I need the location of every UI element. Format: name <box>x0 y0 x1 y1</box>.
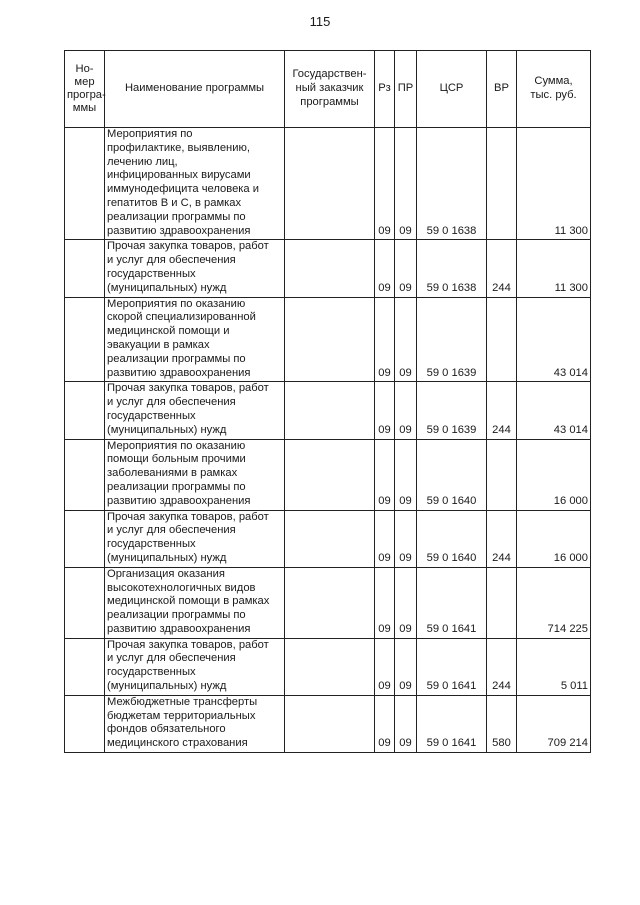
program-name-line: инфицированных вирусами <box>107 169 251 182</box>
program-name-cell <box>105 510 285 567</box>
rz-cell: 09 <box>375 240 395 297</box>
header-line: програ- <box>67 89 106 101</box>
program-name-line: развитию здравоохранения <box>107 622 251 635</box>
customer-cell <box>285 638 375 695</box>
program-number-cell <box>65 240 105 297</box>
program-number-cell <box>65 510 105 567</box>
program-name-line: развитию здравоохранения <box>107 224 251 237</box>
sum-cell: 5 011 <box>517 638 591 695</box>
program-name-line: Прочая закупка товаров, работ <box>107 382 269 395</box>
header-program-number <box>65 51 105 128</box>
program-name-line: Прочая закупка товаров, работ <box>107 510 269 523</box>
program-name-cell <box>105 695 285 752</box>
rz-cell: 09 <box>375 382 395 439</box>
header-vr: ВР <box>487 51 517 128</box>
program-name-line: высокотехнологичных видов <box>107 581 256 594</box>
table-row <box>65 510 591 567</box>
program-number-cell <box>65 638 105 695</box>
program-name-line: государственных <box>107 538 196 551</box>
program-name-line: государственных <box>107 666 196 679</box>
program-name-line: бюджетам территориальных <box>107 709 256 722</box>
program-name-line: и услуг для обеспечения <box>107 524 236 537</box>
program-name-line: и услуг для обеспечения <box>107 254 236 267</box>
program-name-line: Мероприятия по оказанию <box>107 439 246 452</box>
csr-cell: 59 0 1639 <box>417 297 487 382</box>
csr-cell: 59 0 1638 <box>417 240 487 297</box>
header-line: мер <box>74 76 95 88</box>
header-line: Сумма, <box>534 75 573 88</box>
budget-program-table <box>64 50 591 753</box>
vr-cell <box>487 439 517 510</box>
pr-cell: 09 <box>395 695 417 752</box>
csr-cell: 59 0 1639 <box>417 382 487 439</box>
program-name-line: и услуг для обеспечения <box>107 396 236 409</box>
header-line: ммы <box>72 102 97 114</box>
header-line: Государствен- <box>292 68 367 81</box>
program-name-line: фондов обязательного <box>107 723 226 736</box>
program-name-line: скорой специализированной <box>107 311 256 324</box>
program-name-line: медицинской помощи и <box>107 325 230 338</box>
customer-cell <box>285 297 375 382</box>
sum-cell: 709 214 <box>517 695 591 752</box>
csr-cell: 59 0 1640 <box>417 439 487 510</box>
pr-cell: 09 <box>395 128 417 240</box>
sum-cell: 43 014 <box>517 382 591 439</box>
table-row <box>65 695 591 752</box>
table-row <box>65 439 591 510</box>
program-name-line: (муниципальных) нужд <box>107 281 227 294</box>
rz-cell: 09 <box>375 638 395 695</box>
vr-cell: 580 <box>487 695 517 752</box>
customer-cell <box>285 439 375 510</box>
program-name-line: реализации программы по <box>107 480 246 493</box>
header-program-name: Наименование программы <box>105 51 285 128</box>
program-name-line: (муниципальных) нужд <box>107 551 227 564</box>
program-name-line: Межбюджетные трансферты <box>107 695 258 708</box>
pr-cell: 09 <box>395 439 417 510</box>
customer-cell <box>285 128 375 240</box>
program-number-cell <box>65 695 105 752</box>
csr-cell: 59 0 1640 <box>417 510 487 567</box>
program-name-line: лечению лиц, <box>107 155 178 168</box>
table-row <box>65 240 591 297</box>
program-name-line: помощи больным прочими <box>107 453 246 466</box>
program-number-cell <box>65 297 105 382</box>
customer-cell <box>285 567 375 638</box>
rz-cell: 09 <box>375 128 395 240</box>
table-row <box>65 297 591 382</box>
program-number-cell <box>65 382 105 439</box>
sum-cell: 43 014 <box>517 297 591 382</box>
vr-cell <box>487 297 517 382</box>
program-name-line: медицинского страхования <box>107 737 248 750</box>
program-number-cell <box>65 439 105 510</box>
rz-cell: 09 <box>375 510 395 567</box>
header-line: Но- <box>75 63 94 75</box>
sum-cell: 16 000 <box>517 439 591 510</box>
program-name-cell <box>105 297 285 382</box>
header-line: программы <box>300 95 359 108</box>
vr-cell: 244 <box>487 382 517 439</box>
program-name-cell <box>105 382 285 439</box>
program-name-line: Прочая закупка товаров, работ <box>107 240 269 253</box>
program-name-line: государственных <box>107 409 196 422</box>
program-name-line: государственных <box>107 267 196 280</box>
program-name-line: и услуг для обеспечения <box>107 652 236 665</box>
customer-cell <box>285 240 375 297</box>
program-name-line: развитию здравоохранения <box>107 494 251 507</box>
table-row <box>65 638 591 695</box>
program-name-line: Мероприятия по оказанию <box>107 297 246 310</box>
program-name-line: реализации программы по <box>107 609 246 622</box>
program-name-line: заболеваниями в рамках <box>107 467 238 480</box>
vr-cell <box>487 128 517 240</box>
table-row <box>65 128 591 240</box>
csr-cell: 59 0 1641 <box>417 695 487 752</box>
header-line: тыс. руб. <box>530 89 577 101</box>
header-rz: Рз <box>375 51 395 128</box>
table-row <box>65 382 591 439</box>
vr-cell: 244 <box>487 240 517 297</box>
header-sum <box>517 51 591 128</box>
csr-cell: 59 0 1641 <box>417 567 487 638</box>
pr-cell: 09 <box>395 297 417 382</box>
program-name-cell <box>105 567 285 638</box>
header-customer <box>285 51 375 128</box>
program-name-line: реализации программы по <box>107 210 246 223</box>
header-csr: ЦСР <box>417 51 487 128</box>
program-name-line: (муниципальных) нужд <box>107 680 227 693</box>
pr-cell: 09 <box>395 382 417 439</box>
customer-cell <box>285 382 375 439</box>
program-name-cell <box>105 638 285 695</box>
sum-cell: 11 300 <box>517 128 591 240</box>
pr-cell: 09 <box>395 510 417 567</box>
rz-cell: 09 <box>375 567 395 638</box>
program-name-line: профилактике, выявлению, <box>107 141 250 154</box>
vr-cell: 244 <box>487 510 517 567</box>
page-number: 115 <box>309 14 331 29</box>
program-name-cell <box>105 128 285 240</box>
table-row <box>65 567 591 638</box>
program-name-line: реализации программы по <box>107 352 246 365</box>
program-name-line: эвакуации в рамках <box>107 338 210 351</box>
rz-cell: 09 <box>375 297 395 382</box>
program-name-cell <box>105 240 285 297</box>
program-name-line: Мероприятия по <box>107 128 193 140</box>
header-pr: ПР <box>395 51 417 128</box>
sum-cell: 714 225 <box>517 567 591 638</box>
program-name-line: развитию здравоохранения <box>107 366 251 379</box>
csr-cell: 59 0 1638 <box>417 128 487 240</box>
sum-cell: 16 000 <box>517 510 591 567</box>
sum-cell: 11 300 <box>517 240 591 297</box>
vr-cell: 244 <box>487 638 517 695</box>
vr-cell <box>487 567 517 638</box>
pr-cell: 09 <box>395 240 417 297</box>
customer-cell <box>285 510 375 567</box>
pr-cell: 09 <box>395 638 417 695</box>
rz-cell: 09 <box>375 439 395 510</box>
program-name-line: иммунодефицита человека и <box>107 183 260 196</box>
table-body <box>65 128 591 753</box>
pr-cell: 09 <box>395 567 417 638</box>
program-name-line: Организация оказания <box>107 567 225 580</box>
program-name-cell <box>105 439 285 510</box>
program-name-line: (муниципальных) нужд <box>107 423 227 436</box>
csr-cell: 59 0 1641 <box>417 638 487 695</box>
program-name-line: медицинской помощи в рамках <box>107 595 270 608</box>
program-number-cell <box>65 128 105 240</box>
header-line: ный заказчик <box>295 82 364 95</box>
rz-cell: 09 <box>375 695 395 752</box>
customer-cell <box>285 695 375 752</box>
program-number-cell <box>65 567 105 638</box>
table-header-row <box>65 51 591 128</box>
program-name-line: гепатитов В и С, в рамках <box>107 196 242 209</box>
program-name-line: Прочая закупка товаров, работ <box>107 638 269 651</box>
